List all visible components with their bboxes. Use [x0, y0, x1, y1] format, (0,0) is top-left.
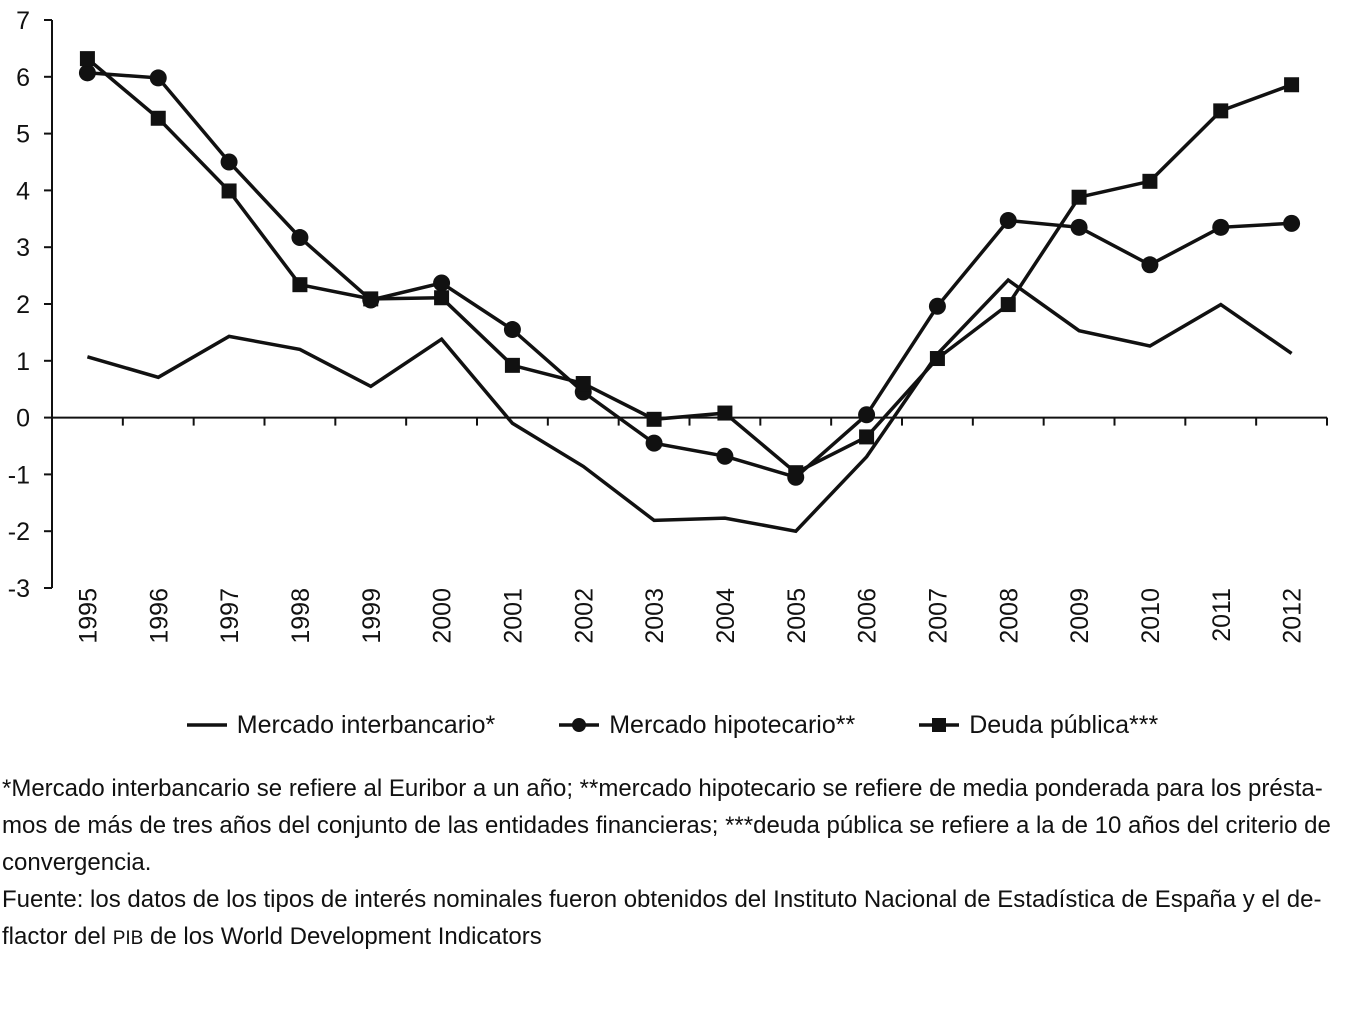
source-line-2a: flactor del: [2, 923, 113, 950]
source-acronym: PIB: [112, 928, 144, 949]
x-tick-label: 2010: [1136, 588, 1165, 644]
data-point-square: [576, 376, 591, 391]
data-point-circle: [1141, 256, 1158, 273]
data-point-circle: [716, 448, 733, 465]
x-tick-label: 1998: [286, 588, 315, 644]
x-axis-ticks: [52, 418, 1327, 644]
x-tick-label: 2002: [570, 588, 599, 644]
y-axis-ticks: [8, 7, 52, 603]
x-tick-label: 1999: [357, 588, 386, 644]
x-tick-label: 2006: [853, 588, 882, 644]
data-point-square: [80, 51, 95, 66]
data-point-square: [1142, 174, 1157, 189]
chart-notes: [2, 770, 1338, 957]
y-tick-label: 7: [16, 7, 30, 35]
data-point-circle: [221, 154, 238, 171]
y-tick-label: -3: [7, 575, 30, 603]
data-point-square: [363, 291, 378, 306]
legend-square-swatch: [919, 715, 959, 735]
data-point-circle: [79, 64, 96, 81]
x-tick-label: 2000: [428, 588, 457, 644]
x-tick-label: 2005: [782, 588, 811, 644]
y-tick-label: 6: [16, 63, 30, 92]
legend-item-hipotecario: [559, 711, 855, 740]
source-line-2b: de los World Development Indicators: [143, 923, 542, 950]
legend: [0, 700, 1345, 750]
y-tick-label: 5: [16, 120, 30, 149]
data-point-circle: [858, 406, 875, 423]
x-tick-label: 1997: [216, 588, 245, 644]
x-tick-label: 2011: [1207, 588, 1236, 642]
legend-item-deuda: [919, 711, 1158, 740]
data-point-square: [292, 277, 307, 292]
legend-label-deuda: Deuda pública***: [969, 710, 1159, 739]
data-point-square: [222, 183, 237, 198]
data-point-circle: [646, 435, 663, 452]
data-point-circle: [1212, 219, 1229, 236]
x-tick-label: 2012: [1278, 588, 1307, 644]
data-point-circle: [1283, 215, 1300, 232]
y-tick-label: 0: [16, 404, 30, 433]
x-tick-label: 2009: [1066, 588, 1095, 644]
legend-label-interbancario: Mercado interbancario*: [236, 710, 496, 739]
x-tick-label: 2008: [995, 588, 1024, 644]
data-point-square: [859, 429, 874, 444]
data-point-square: [1213, 103, 1228, 118]
series-lines: [87, 59, 1291, 532]
data-point-circle: [291, 229, 308, 246]
x-tick-label: 1996: [145, 588, 174, 644]
y-tick-label: 4: [16, 177, 30, 206]
data-point-circle: [150, 69, 167, 86]
x-tick-label: 1995: [74, 588, 103, 644]
legend-label-hipotecario: Mercado hipotecario**: [609, 710, 856, 739]
data-point-square: [647, 412, 662, 427]
data-point-square: [717, 406, 732, 421]
x-tick-label: 2004: [711, 588, 740, 644]
data-point-square: [1072, 190, 1087, 205]
data-point-circle: [1071, 219, 1088, 236]
data-point-square: [151, 111, 166, 126]
y-tick-label: 3: [16, 234, 30, 263]
axes: [52, 20, 1327, 588]
data-point-square: [788, 465, 803, 480]
data-point-circle: [929, 298, 946, 315]
source-note: [2, 881, 1338, 957]
y-tick-label: -1: [7, 461, 30, 490]
data-point-square: [1001, 297, 1016, 312]
y-tick-label: 2: [16, 291, 30, 319]
data-point-square: [434, 290, 449, 305]
x-tick-label: 2001: [499, 588, 528, 644]
x-tick-label: 2007: [924, 588, 953, 644]
legend-item-interbancario: [187, 711, 495, 740]
data-point-circle: [1000, 212, 1017, 229]
data-point-circle: [504, 321, 521, 338]
legend-circle-swatch: [559, 715, 599, 735]
y-tick-label: -2: [7, 518, 30, 547]
y-tick-label: 1: [16, 347, 30, 376]
legend-line-swatch: [187, 715, 227, 735]
data-point-circle: [433, 274, 450, 291]
series-line-1: [87, 280, 1291, 531]
x-tick-label: 2003: [641, 588, 670, 644]
data-point-square: [1284, 77, 1299, 92]
series-line-3: [87, 59, 1291, 473]
source-line-1: Fuente: los datos de los tipos de interés nominales fueron obtenidos del Instituto Nacional de Estadística de España y el de-: [2, 886, 1322, 913]
data-point-square: [930, 351, 945, 366]
footnote: *Mercado interbancario se refiere al Euribor a un año; **mercado hipotecario se refiere de media ponderada para los présta-mos de más de tres años del conjunto de las entidades financieras; ***deuda pública se refiere a la de 10 años del criterio de convergencia.: [2, 775, 1331, 876]
data-point-square: [505, 358, 520, 373]
